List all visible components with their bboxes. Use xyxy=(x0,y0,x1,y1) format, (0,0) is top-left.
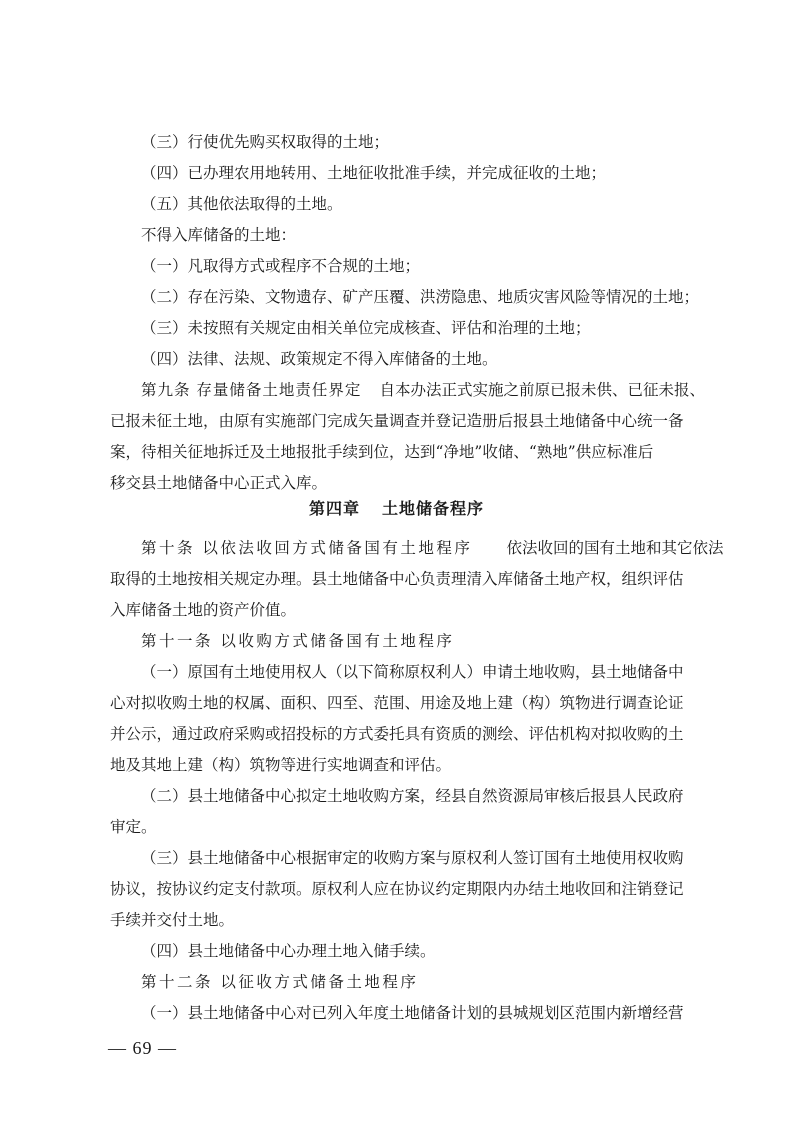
paragraph-line: 移交县土地储备中心正式入库。 xyxy=(110,474,328,492)
list-item: （三）未按照有关规定由相关单位完成核查、评估和治理的土地； xyxy=(141,319,591,337)
paragraph-line: （二）县土地储备中心拟定土地收购方案，经县自然资源局审核后报县人民政府 xyxy=(141,787,684,805)
paragraph-line: （三）县土地储备中心根据审定的收购方案与原权利人签订国有土地使用权收购 xyxy=(141,849,684,867)
paragraph-line: 案，待相关征地拆迁及土地报批手续到位，达到“净地”收储、“熟地”供应标准后 xyxy=(110,443,654,461)
article-10-title: 第十条 以依法收回方式储备国有土地程序 xyxy=(141,539,473,557)
paragraph-line: 入库储备土地的资产价值。 xyxy=(110,601,297,619)
list-item: （一）凡取得方式或程序不合规的土地； xyxy=(141,257,421,275)
paragraph-line: 心对拟收购土地的权属、面积、四至、范围、用途及地上建（构）筑物进行调查论证 xyxy=(110,694,684,712)
paragraph-line: （四）县土地储备中心办理土地入储手续。 xyxy=(141,942,436,960)
list-item: （四）法律、法规、政策规定不得入库储备的土地。 xyxy=(141,350,498,368)
list-heading: 不得入库储备的土地： xyxy=(141,226,297,244)
article-10-first-line xyxy=(110,533,724,564)
chapter-heading xyxy=(0,496,793,519)
paragraph-line: （一）县土地储备中心对已列入年度土地储备计划的县城规划区范围内新增经营 xyxy=(141,1004,684,1022)
paragraph-line: 并公示，通过政府采购或招投标的方式委托具有资质的测绘、评估机构对拟收购的土 xyxy=(110,725,684,743)
paragraph-line: 审定。 xyxy=(110,818,157,836)
article-11-title: 第十一条 以收购方式储备国有土地程序 xyxy=(141,632,455,650)
article-9-first-line xyxy=(110,375,705,406)
article-12-title: 第十二条 以征收方式储备土地程序 xyxy=(141,973,419,991)
land-categories-block xyxy=(110,127,705,499)
list-item: （四）已办理农用地转用、土地征收批准手续，并完成征收的土地； xyxy=(141,164,607,182)
paragraph-line: （一）原国有土地使用权人（以下简称原权利人）申请土地收购，县土地储备中 xyxy=(141,663,684,681)
procedures-block xyxy=(110,533,724,1029)
paragraph-line: 已报未征土地，由原有实施部门完成矢量调查并登记造册后报县土地储备中心统一备 xyxy=(110,412,684,430)
list-item: （二）存在污染、文物遗存、矿产压覆、洪涝隐患、地质灾害风险等情况的土地； xyxy=(141,288,700,306)
paragraph-line: 地及其地上建（构）筑物等进行实地调查和评估。 xyxy=(110,756,452,774)
paragraph-line: 取得的土地按相关规定办理。县土地储备中心负责理清入库储备土地产权，组织评估 xyxy=(110,570,684,588)
chapter-number: 第四章 xyxy=(308,499,360,518)
paragraph-line: 协议，按协议约定支付款项。原权利人应在协议约定期限内办结土地收回和注销登记 xyxy=(110,880,684,898)
paragraph-line: 手续并交付土地。 xyxy=(110,911,235,929)
chapter-title: 土地储备程序 xyxy=(382,499,485,518)
article-9-text: 自本办法正式实施之前原已报未供、已征未报、 xyxy=(379,381,705,399)
page-number: — 69 — xyxy=(108,1038,177,1058)
article-10-text: 依法收回的国有土地和其它依法 xyxy=(506,539,724,557)
list-item: （三）行使优先购买权取得的土地； xyxy=(141,133,390,151)
article-9-title: 第九条 存量储备土地责任界定 xyxy=(141,381,362,399)
list-item: （五）其他依法取得的土地。 xyxy=(141,195,343,213)
